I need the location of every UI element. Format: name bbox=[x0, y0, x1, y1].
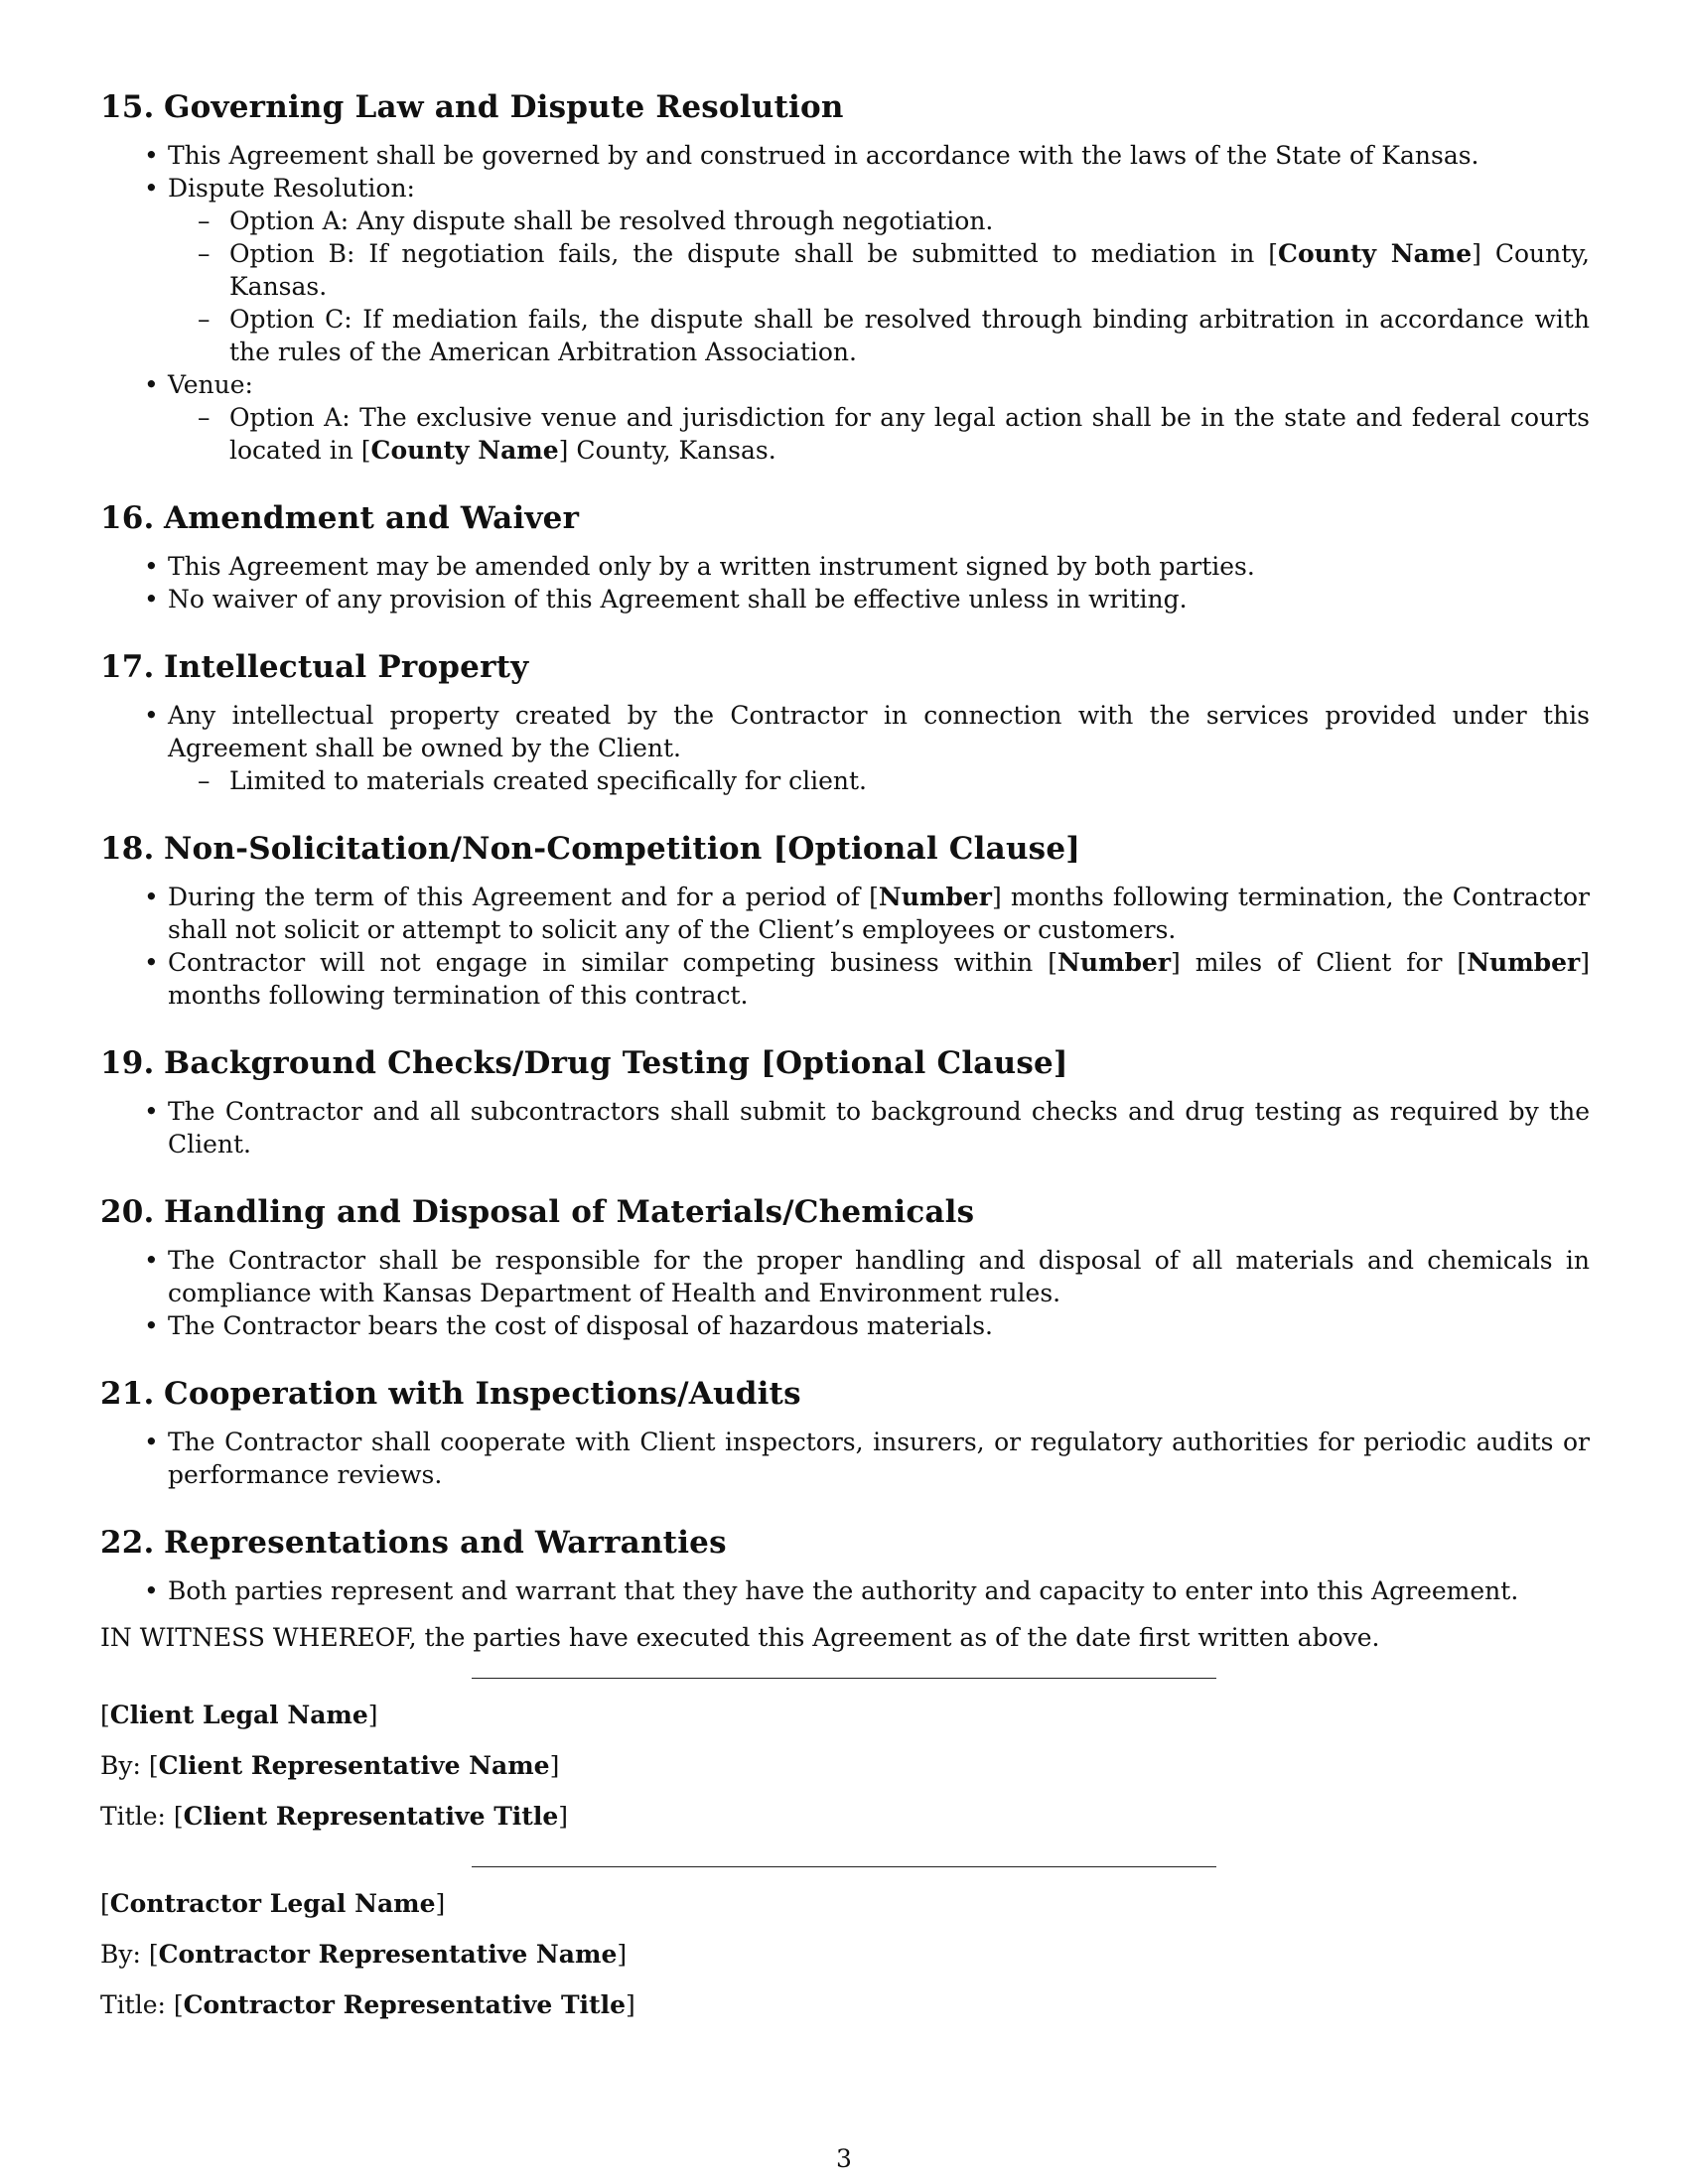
client-signature-line bbox=[472, 1678, 1216, 1679]
bullet-list bbox=[100, 1244, 1590, 1342]
section-15 bbox=[100, 87, 1590, 467]
section-heading: 16. Amendment and Waiver bbox=[100, 500, 580, 536]
witness-statement: IN WITNESS WHEREOF, the parties have executed this Agreement as of the date first written above. bbox=[100, 1623, 1380, 1652]
list-item: • Both parties represent and warrant that they have the authority and capacity to enter into this Agreement. bbox=[100, 1574, 1590, 1607]
section-heading: 18. Non-Solicitation/Non-Competition [Optional Clause] bbox=[100, 831, 1081, 867]
sub-list-item: – Option A: Any dispute shall be resolved through negotiation. bbox=[168, 205, 1590, 237]
list-item: • During the term of this Agreement and for a period of [Number] months following termination, the Contractor shall not solicit or attempt to solicit any of the Client’s employees or customers. bbox=[100, 881, 1590, 946]
sub-list bbox=[168, 205, 1590, 368]
bullet-list bbox=[100, 1095, 1590, 1160]
bullet-list bbox=[100, 1574, 1590, 1607]
section-22 bbox=[100, 1523, 1590, 1607]
placeholder: County Name bbox=[1278, 239, 1473, 268]
sub-list-item: – Option C: If mediation fails, the dispute shall be resolved through binding arbitration in accordance with the rules of the American Arbitration Association. bbox=[168, 303, 1590, 368]
list-item: • This Agreement may be amended only by a written instrument signed by both parties. bbox=[100, 550, 1590, 583]
section-heading: 20. Handling and Disposal of Materials/Chemicals bbox=[100, 1194, 975, 1230]
section-heading: 19. Background Checks/Drug Testing [Optional Clause] bbox=[100, 1045, 1068, 1081]
contractor-representative: By: [Contractor Representative Name] bbox=[100, 1940, 628, 1969]
contractor-signature-line bbox=[472, 1866, 1216, 1867]
client-title: Title: [Client Representative Title] bbox=[100, 1802, 569, 1831]
section-17 bbox=[100, 647, 1590, 797]
client-legal-name: [Client Legal Name] bbox=[100, 1701, 378, 1729]
list-item: • The Contractor shall be responsible for the proper handling and disposal of all materials and chemicals in compliance with Kansas Department of Health and Environment rules. bbox=[100, 1244, 1590, 1309]
placeholder: Number bbox=[1467, 948, 1581, 977]
client-representative: By: [Client Representative Name] bbox=[100, 1751, 560, 1780]
list-item: • No waiver of any provision of this Agreement shall be effective unless in writing. bbox=[100, 583, 1590, 615]
section-heading: 21. Cooperation with Inspections/Audits bbox=[100, 1376, 801, 1412]
list-item: • The Contractor shall cooperate with Client inspectors, insurers, or regulatory authorities for periodic audits or performance reviews. bbox=[100, 1426, 1590, 1491]
sub-list-item: – Option A: The exclusive venue and jurisdiction for any legal action shall be in the state and federal courts located in [County Name] County, Kansas. bbox=[168, 401, 1590, 467]
placeholder: Number bbox=[878, 883, 992, 911]
sub-list bbox=[168, 401, 1590, 467]
contractor-signature-block bbox=[100, 1887, 1590, 2021]
section-heading: 17. Intellectual Property bbox=[100, 649, 529, 685]
sub-list-item: – Option B: If negotiation fails, the dispute shall be submitted to mediation in [County Name] County, Kansas. bbox=[168, 237, 1590, 303]
section-heading: 22. Representations and Warranties bbox=[100, 1525, 727, 1561]
sub-list bbox=[168, 764, 1590, 797]
bullet-list bbox=[100, 699, 1590, 797]
list-item: • The Contractor bears the cost of disposal of hazardous materials. bbox=[100, 1309, 1590, 1342]
list-item: • Any intellectual property created by the Contractor in connection with the services provided under this Agreement shall be owned by the Client. – Limited to materials created specifically for client. bbox=[100, 699, 1590, 797]
placeholder: Number bbox=[1056, 948, 1172, 977]
document-page bbox=[100, 87, 1590, 2055]
bullet-list bbox=[100, 139, 1590, 467]
section-20 bbox=[100, 1192, 1590, 1342]
list-item: • The Contractor and all subcontractors shall submit to background checks and drug testing as required by the Client. bbox=[100, 1095, 1590, 1160]
section-21 bbox=[100, 1374, 1590, 1491]
section-heading: 15. Governing Law and Dispute Resolution bbox=[100, 89, 844, 125]
list-item: • Venue: – Option A: The exclusive venue and jurisdiction for any legal action shall be in the state and federal courts located in [County Name] County, Kansas. bbox=[100, 368, 1590, 467]
sub-list-item: – Limited to materials created specifically for client. bbox=[168, 764, 1590, 797]
bullet-list bbox=[100, 881, 1590, 1012]
placeholder: County Name bbox=[370, 436, 559, 465]
list-item: • This Agreement shall be governed by and construed in accordance with the laws of the State of Kansas. bbox=[100, 139, 1590, 172]
section-19 bbox=[100, 1043, 1590, 1160]
contractor-legal-name: [Contractor Legal Name] bbox=[100, 1889, 446, 1918]
section-16 bbox=[100, 498, 1590, 615]
bullet-list bbox=[100, 1426, 1590, 1491]
contractor-title: Title: [Contractor Representative Title] bbox=[100, 1990, 635, 2019]
list-item: • Dispute Resolution: – Option A: Any dispute shall be resolved through negotiation. – Option B: If negotiation fails, the dispute shall be submitted to mediation in [County Name] County, Kansas. – Option C: If mediation fails, the dispute shall be resolved through binding arbitration in accordance with the rules of the American Arbitration Association. bbox=[100, 172, 1590, 368]
page-number: 3 bbox=[836, 2144, 852, 2173]
list-item: • Contractor will not engage in similar competing business within [Number] miles of Client for [Number] months following termination of this contract. bbox=[100, 946, 1590, 1012]
client-signature-block bbox=[100, 1699, 1590, 1833]
bullet-list bbox=[100, 550, 1590, 615]
section-18 bbox=[100, 829, 1590, 1012]
